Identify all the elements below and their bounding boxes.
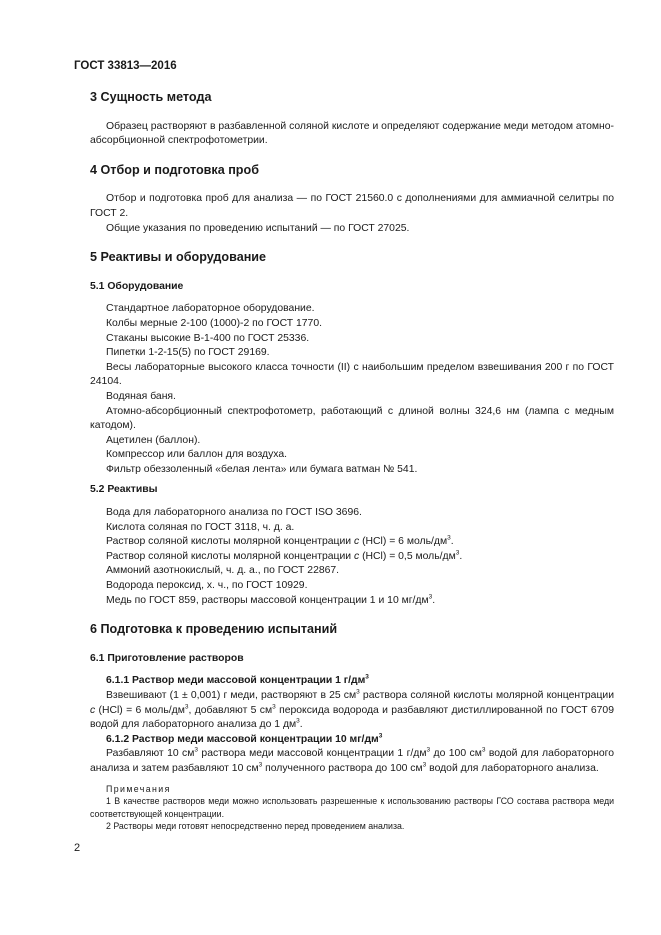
equipment-item: Фильтр обеззоленный «белая лента» или бумага ватман № 541. (106, 463, 418, 475)
document-header: ГОСТ 33813—2016 (74, 60, 177, 72)
reagent-item: Медь по ГОСТ 859, растворы массовой концентрации 1 и 10 $мг/дм^3$. (106, 593, 436, 606)
section-3-text: Образец растворяют в разбавленной соляной кислоте и определяют содержание меди методом атомно-абсорбционной спектрофотометрии. (90, 120, 614, 147)
reagent-item: Кислота соляная по ГОСТ 3118, ч. д. а. (106, 521, 295, 533)
reagent-item: Водорода пероксид, х. ч., по ГОСТ 10929. (106, 580, 308, 592)
equipment-item: Весы лабораторные высокого класса точности (II) с наибольшим пределом взвешивания 200 г по ГОСТ 24104. (90, 361, 614, 388)
equipment-item: Колбы мерные 2-100 (1000)-2 по ГОСТ 1770. (106, 317, 322, 329)
subsection-6-1-2-title: 6.1.2 Раствор меди массовой концентрации 10 $мг/дм^3$ (106, 732, 383, 745)
subsection-6-1-2-text: Разбавляют 10 $см^3$ раствора меди массовой концентрации 1 $г/дм^3$ до 100 $см^3$ водой для лабораторного анализа и затем разбавляют 10 $см^3$ полученного раствора до 100 $см^3$ водой для лабораторного анализа. (90, 746, 614, 774)
reagent-item: Аммоний азотнокислый, ч. д. а., по ГОСТ 22867. (106, 565, 340, 577)
equipment-item: Пипетки 1-2-15(5) по ГОСТ 29169. (106, 347, 270, 359)
reagent-item: Раствор соляной кислоты молярной концентрации c (HCl) = 0,5 моль/$дм^3$. (106, 549, 463, 562)
reagent-item: Раствор соляной кислоты молярной концентрации c (HCl) = 6 моль/$дм^3$. (106, 534, 454, 548)
subsection-5-2-title: 5.2 Реактивы (90, 484, 158, 496)
reagent-item: Вода для лабораторного анализа по ГОСТ ISO 3696. (106, 507, 362, 519)
notes-block (90, 783, 614, 833)
equipment-item: Ацетилен (баллон). (106, 434, 201, 446)
notes-title: Примечания (106, 783, 171, 794)
section-6-title: 6 Подготовка к проведению испытаний (90, 622, 338, 637)
subsection-6-1-1-text: Взвешивают (1 ± 0,001) г меди, растворяют в 25 $см^3$ раствора соляной кислоты молярной концентрации c (HCl) = 6 моль/$дм^3$, добавляют 5 $см^3$ пероксида водорода и разбавляют дистиллированной по ГОСТ 6709 водой для лабораторного анализа до 1 $дм^3$. (90, 688, 614, 731)
section-5-title: 5 Реактивы и оборудование (90, 250, 267, 265)
equipment-item: Атомно-абсорбционный спектрофотометр, работающий с длиной волны 324,6 нм (лампа с медным катодом). (90, 405, 614, 432)
subsection-5-1-title: 5.1 Оборудование (90, 280, 184, 292)
page-number: 2 (74, 842, 81, 854)
equipment-item: Водяная баня. (106, 390, 176, 402)
section-4-text-2: Общие указания по проведению испытаний — по ГОСТ 27025. (106, 222, 410, 234)
section-4-title: 4 Отбор и подготовка проб (90, 162, 259, 177)
subsection-6-1-title: 6.1 Приготовление растворов (90, 652, 244, 664)
note-1: 1 В качестве растворов меди можно использовать разрешенные к использованию растворы ГСО состава раствора меди соответствующей концентрации. (90, 796, 614, 819)
equipment-item: Компрессор или баллон для воздуха. (106, 449, 288, 461)
subsection-6-1-1-title: 6.1.1 Раствор меди массовой концентрации 1 $г/дм^3$ (106, 673, 369, 687)
equipment-item: Стандартное лабораторное оборудование. (106, 303, 315, 315)
section-4-text-1: Отбор и подготовка проб для анализа — по ГОСТ 21560.0 с дополнениями для аммиачной селитры по ГОСТ 2. (90, 193, 614, 219)
section-3-title: 3 Сущность метода (90, 90, 212, 104)
page-content (90, 90, 614, 833)
equipment-item: Стаканы высокие В-1-400 по ГОСТ 25336. (106, 332, 310, 344)
note-2: 2 Растворы меди готовят непосредственно перед проведением анализа. (106, 821, 405, 832)
